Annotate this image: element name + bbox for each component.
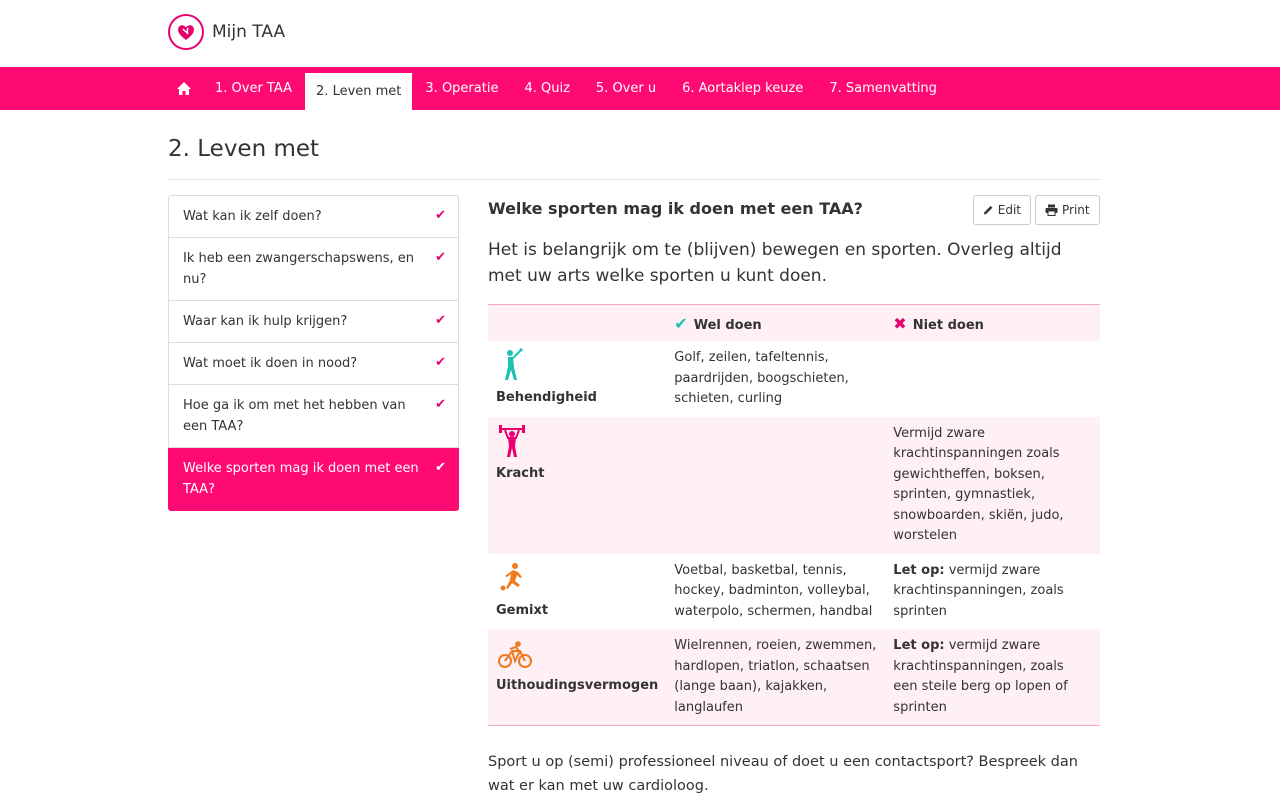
cyclist-icon (498, 636, 532, 670)
nav-tab-over-taa[interactable]: 1. Over TAA (215, 81, 293, 96)
niet-text: Vermijd zware krachtinspanningen zoals gewichtheffen, boksen, sprinten, gymnastiek, snowboarden, skiën, judo, worstelen (893, 425, 1064, 543)
table-header-niet (885, 305, 1100, 342)
niet-cell (885, 417, 1100, 554)
sidebar-item-label: Ik heb een zwangerschapswens, en nu? (183, 251, 415, 287)
check-icon: ✔ (674, 313, 688, 333)
niet-cell (885, 629, 1100, 726)
category-cell (488, 554, 666, 630)
table-row (488, 554, 1100, 630)
main-nav (0, 67, 1280, 110)
table-row (488, 341, 1100, 417)
page-title: 2. Leven met (168, 136, 320, 162)
check-icon: ✔ (435, 355, 446, 370)
sidebar-item-label: Hoe ga ik om met het hebben van een TAA? (183, 398, 406, 434)
print-label: Print (1062, 203, 1090, 217)
check-icon: ✔ (435, 250, 446, 265)
sidebar-item-nood[interactable] (168, 343, 459, 385)
table-header-row (488, 305, 1100, 342)
niet-cell (885, 341, 1100, 417)
nav-home[interactable] (168, 67, 202, 110)
sidebar-item-label: Wat moet ik doen in nood? (183, 356, 358, 371)
app-title: Mijn TAA (212, 22, 286, 42)
sidebar-item-label: Welke sporten mag ik doen met een TAA? (183, 461, 419, 497)
category-cell (488, 417, 666, 554)
check-icon: ✔ (435, 460, 446, 475)
table-row (488, 417, 1100, 554)
category-label: Uithoudingsvermogen (496, 678, 659, 693)
wel-cell (666, 417, 885, 554)
header (0, 0, 1280, 67)
logo[interactable] (168, 14, 285, 50)
sidebar-item-label: Waar kan ik hulp krijgen? (183, 314, 348, 329)
sidebar-item-omgaan-met-taa[interactable] (168, 385, 459, 448)
nav-tab-aortaklep-keuze[interactable]: 6. Aortaklep keuze (682, 81, 804, 96)
sports-table (488, 304, 1100, 726)
check-icon: ✔ (435, 397, 446, 412)
nav-tab-leven-met[interactable]: 2. Leven met (305, 73, 412, 110)
wel-cell: Voetbal, basketbal, tennis, hockey, badminton, volleybal, waterpolo, schermen, handbal (674, 562, 873, 619)
check-icon: ✔ (435, 313, 446, 328)
pencil-icon (983, 204, 994, 216)
soccer-player-icon (498, 561, 526, 595)
category-cell (488, 629, 666, 726)
check-icon: ✔ (435, 208, 446, 223)
nav-tab-operatie[interactable]: 3. Operatie (425, 81, 499, 96)
sidebar-item-label: Wat kan ik zelf doen? (183, 209, 322, 224)
category-label: Behendigheid (496, 390, 597, 405)
category-label: Gemixt (496, 602, 549, 618)
category-label: Kracht (496, 465, 545, 481)
header-niet-label: Niet doen (912, 317, 984, 333)
intro-text: Het is belangrijk om te (blijven) bewegen en sporten. Overleg altijd met uw arts welke sporten u kunt doen. (488, 240, 1062, 286)
nav-tab-quiz[interactable]: 4. Quiz (524, 81, 570, 96)
weightlifter-icon (498, 424, 526, 458)
divider (168, 179, 1100, 180)
cross-icon: ✖ (893, 313, 907, 333)
header-wel-label: Wel doen (693, 317, 762, 333)
sidebar-item-hulp[interactable] (168, 301, 459, 343)
outro-text: Sport u op (semi) professioneel niveau of doet u een contactsport? Bespreek dan wat er kan met uw cardioloog. (488, 754, 1078, 794)
wel-cell: Golf, zeilen, tafeltennis, paardrijden, boogschieten, schieten, curling (674, 350, 849, 406)
table-header-wel (666, 305, 885, 342)
sidebar-item-zelf-doen[interactable] (168, 195, 459, 238)
table-header-empty (488, 305, 666, 342)
golfer-icon (498, 348, 526, 382)
nav-tab-over-u[interactable]: 5. Over u (595, 81, 657, 96)
niet-prefix: Let op: (893, 638, 945, 653)
heart-logo-icon (168, 14, 204, 50)
home-icon (176, 81, 192, 96)
sidebar (168, 195, 459, 511)
table-row (488, 629, 1100, 726)
edit-button[interactable] (973, 195, 1031, 225)
wel-cell: Wielrennen, roeien, zwemmen, hardlopen, triatlon, schaatsen (lange baan), kajakken, langlaufen (666, 629, 885, 726)
main-content (488, 195, 1100, 798)
niet-text: vermijd zware krachtinspanningen, zoals een steile berg op lopen of sprinten (893, 638, 1068, 715)
nav-tab-samenvatting[interactable]: 7. Samenvatting (829, 81, 937, 96)
sidebar-item-zwangerschapswens[interactable] (168, 238, 459, 301)
question-title: Welke sporten mag ik doen met een TAA? (488, 199, 863, 218)
sidebar-item-sporten[interactable] (168, 448, 459, 511)
niet-prefix: Let op: (893, 562, 945, 578)
niet-cell (885, 554, 1100, 630)
printer-icon (1045, 204, 1058, 216)
print-button[interactable] (1035, 195, 1100, 225)
niet-text: vermijd zware krachtinspanningen, zoals sprinten (893, 562, 1064, 619)
category-cell (488, 341, 666, 417)
edit-label: Edit (997, 203, 1021, 217)
